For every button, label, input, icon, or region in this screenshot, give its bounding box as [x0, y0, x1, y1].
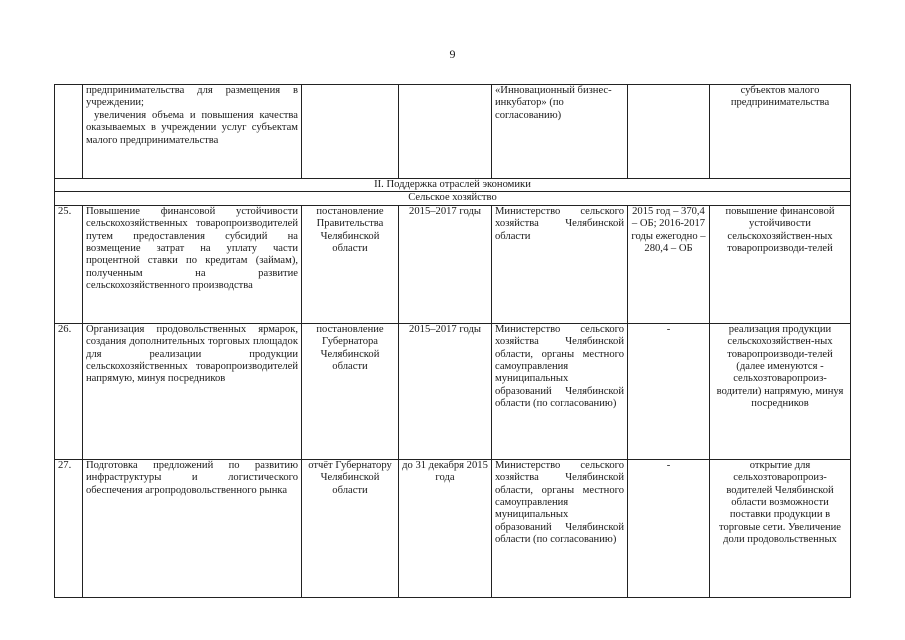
- document-cell: постановление Правительства Челябинской области: [302, 205, 399, 323]
- result-cell: повышение финансовой устойчивости сельскохозяйствен-ных товаропроизводи-телей: [710, 205, 851, 323]
- table-row: [55, 459, 851, 597]
- measure-cell: Организация продовольственных ярмарок, создания дополнительных торговых площадок для реализации продукции сельскохозяйственных товаропроизводителей напрямую, минуя посредников: [83, 323, 302, 459]
- measure-line: предпринимательства для размещения в учреждении;: [86, 85, 298, 109]
- term-cell: [399, 85, 492, 179]
- section-title: II. Поддержка отраслей экономики: [55, 179, 851, 192]
- term-cell: 2015–2017 годы: [399, 323, 492, 459]
- measure-cell: Повышение финансовой устойчивости сельскохозяйственных товаропроизводителей путем предоставления субсидий на возмещение затрат на уплату части процентной ставки по кредитам (займам), полученным на развитие сельскохозяйственного производства: [83, 205, 302, 323]
- row-number: 25.: [55, 205, 83, 323]
- measure-line: увеличения объема и повышения качества оказываемых в учреждении услуг субъектам малого предпринимательства: [86, 109, 298, 146]
- table-row: [55, 205, 851, 323]
- document-cell: [302, 85, 399, 179]
- executor-cell: Министерство сельского хозяйства Челябинской области: [492, 205, 628, 323]
- term-cell: до 31 декабря 2015 года: [399, 459, 492, 597]
- result-cell: субъектов малого предпринимательства: [710, 85, 851, 179]
- result-cell: открытие для сельхозтоваропроиз-водителей Челябинской области возможности поставки продукции в торговые сети. Увеличение доли продовольственных: [710, 459, 851, 597]
- executor-cell: Министерство сельского хозяйства Челябинской области, органы местного самоуправления муниципальных образований Челябинской области (по согласованию): [492, 459, 628, 597]
- page-number: 9: [449, 47, 456, 61]
- document-cell: отчёт Губернатору Челябинской области: [302, 459, 399, 597]
- continuation-row: [55, 85, 851, 179]
- measures-table: [54, 84, 851, 598]
- term-cell: 2015–2017 годы: [399, 205, 492, 323]
- measure-cell: [83, 85, 302, 179]
- section-row: [55, 179, 851, 192]
- row-number: 27.: [55, 459, 83, 597]
- funding-cell: -: [628, 323, 710, 459]
- executor-cell: Министерство сельского хозяйства Челябинской области, органы местного самоуправления муниципальных образований Челябинской области (по согласованию): [492, 323, 628, 459]
- executor-cell: «Инновационный бизнес-инкубатор» (по согласованию): [492, 85, 628, 179]
- num-cell: [55, 85, 83, 179]
- funding-cell: [628, 85, 710, 179]
- table-row: [55, 323, 851, 459]
- funding-cell: 2015 год – 370,4 – ОБ; 2016-2017 годы ежегодно – 280,4 – ОБ: [628, 205, 710, 323]
- result-cell: реализация продукции сельскохозяйствен-ных товаропроизводи-телей (далее именуются - сельхозтоваропроиз-водители) напрямую, минуя посредников: [710, 323, 851, 459]
- subsection-title: Сельское хозяйство: [55, 192, 851, 205]
- funding-cell: -: [628, 459, 710, 597]
- subsection-row: [55, 192, 851, 205]
- measure-cell: Подготовка предложений по развитию инфраструктуры и логистического обеспечения агропродовольственного рынка: [83, 459, 302, 597]
- row-number: 26.: [55, 323, 83, 459]
- document-cell: постановление Губернатора Челябинской области: [302, 323, 399, 459]
